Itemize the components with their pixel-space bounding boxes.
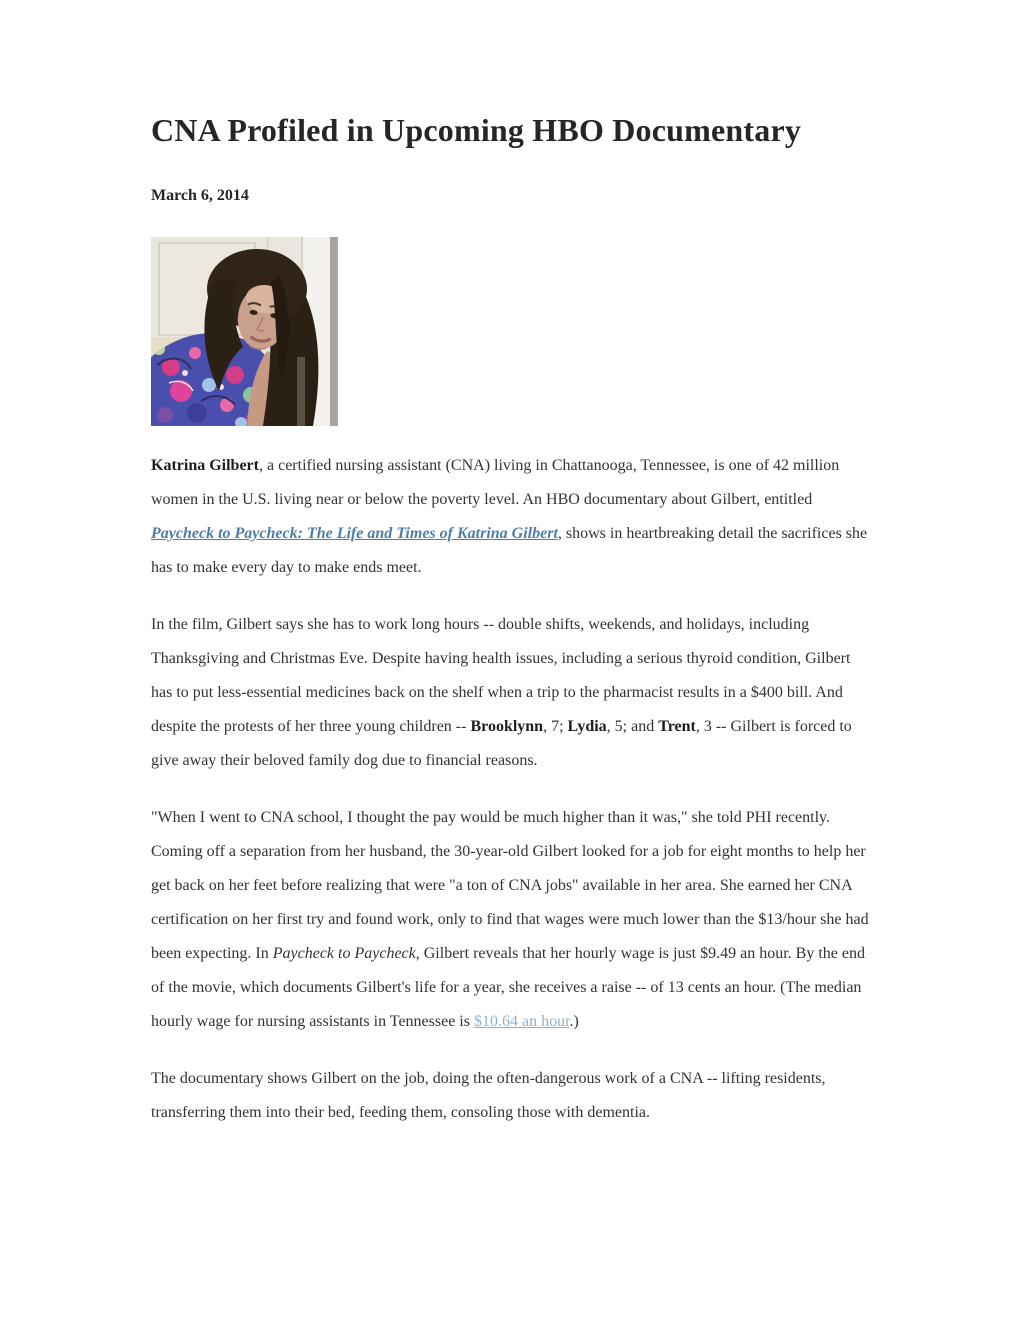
text-run: , 7; [543, 717, 568, 735]
photo-illustration [151, 237, 338, 426]
bold-text: Trent [658, 717, 696, 735]
paragraph-on-the-job [151, 1062, 873, 1130]
article-photo [151, 237, 338, 426]
paragraph-cna-school [151, 801, 873, 1039]
text-run: .) [569, 1012, 579, 1030]
text-run: , 3 -- Gilbert is forced to give away their beloved family dog due to financial reasons. [151, 717, 852, 769]
text-run: "When I went to CNA school, I thought the pay would be much higher than it was," she told PHI recently. Coming off a separation from her husband, the 30-year-old Gilbert looked for a job for eight months to help her get back on her feet before realizing that were "a ton of CNA jobs" available in her area. She earned her CNA certification on her first try and found work, only to find that wages were much lower than the $13/hour she had been expecting. In [151, 808, 869, 962]
article-body [151, 449, 873, 1130]
bold-text: Katrina Gilbert [151, 456, 259, 474]
bold-text: Lydia [567, 717, 607, 735]
text-run: , shows in heartbreaking detail the sacrifices she has to make every day to make ends meet. [151, 524, 868, 576]
paragraph-intro [151, 449, 873, 585]
paragraph-film [151, 608, 873, 778]
text-run: , Gilbert reveals that her hourly wage is just $9.49 an hour. By the end of the movie, which documents Gilbert's life for a year, she receives a raise -- of 13 cents an hour. (The median hourly wage for nursing assistants in Tennessee is [151, 944, 865, 1030]
italic-text: Paycheck to Paycheck [272, 944, 416, 962]
paycheck-to-paycheck-link[interactable]: Paycheck to Paycheck: The Life and Times of Katrina Gilbert [151, 524, 558, 542]
bold-text: Brooklynn [470, 717, 544, 735]
median-wage-link[interactable]: $10.64 an hour [473, 1012, 570, 1030]
text-run: , 5; and [606, 717, 659, 735]
text-run: , a certified nursing assistant (CNA) living in Chattanooga, Tennessee, is one of 42 million women in the U.S. living near or below the poverty level. An HBO documentary about Gilbert, entitled [151, 456, 840, 508]
text-run: In the film, Gilbert says she has to work long hours -- double shifts, weekends, and holidays, including Thanksgiving and Christmas Eve. Despite having health issues, including a serious thyroid condition, Gilbert has to put less-essential medicines back on the shelf when a trip to the pharmacist results in a $400 bill. And despite the protests of her three young children -- [151, 615, 851, 735]
article-date: March 6, 2014 [151, 186, 249, 204]
text-run: The documentary shows Gilbert on the job, doing the often-dangerous work of a CNA -- lifting residents, transferring them into their bed, feeding them, consoling those with dementia. [151, 1069, 826, 1121]
article-title: CNA Profiled in Upcoming HBO Documentary [151, 112, 802, 148]
